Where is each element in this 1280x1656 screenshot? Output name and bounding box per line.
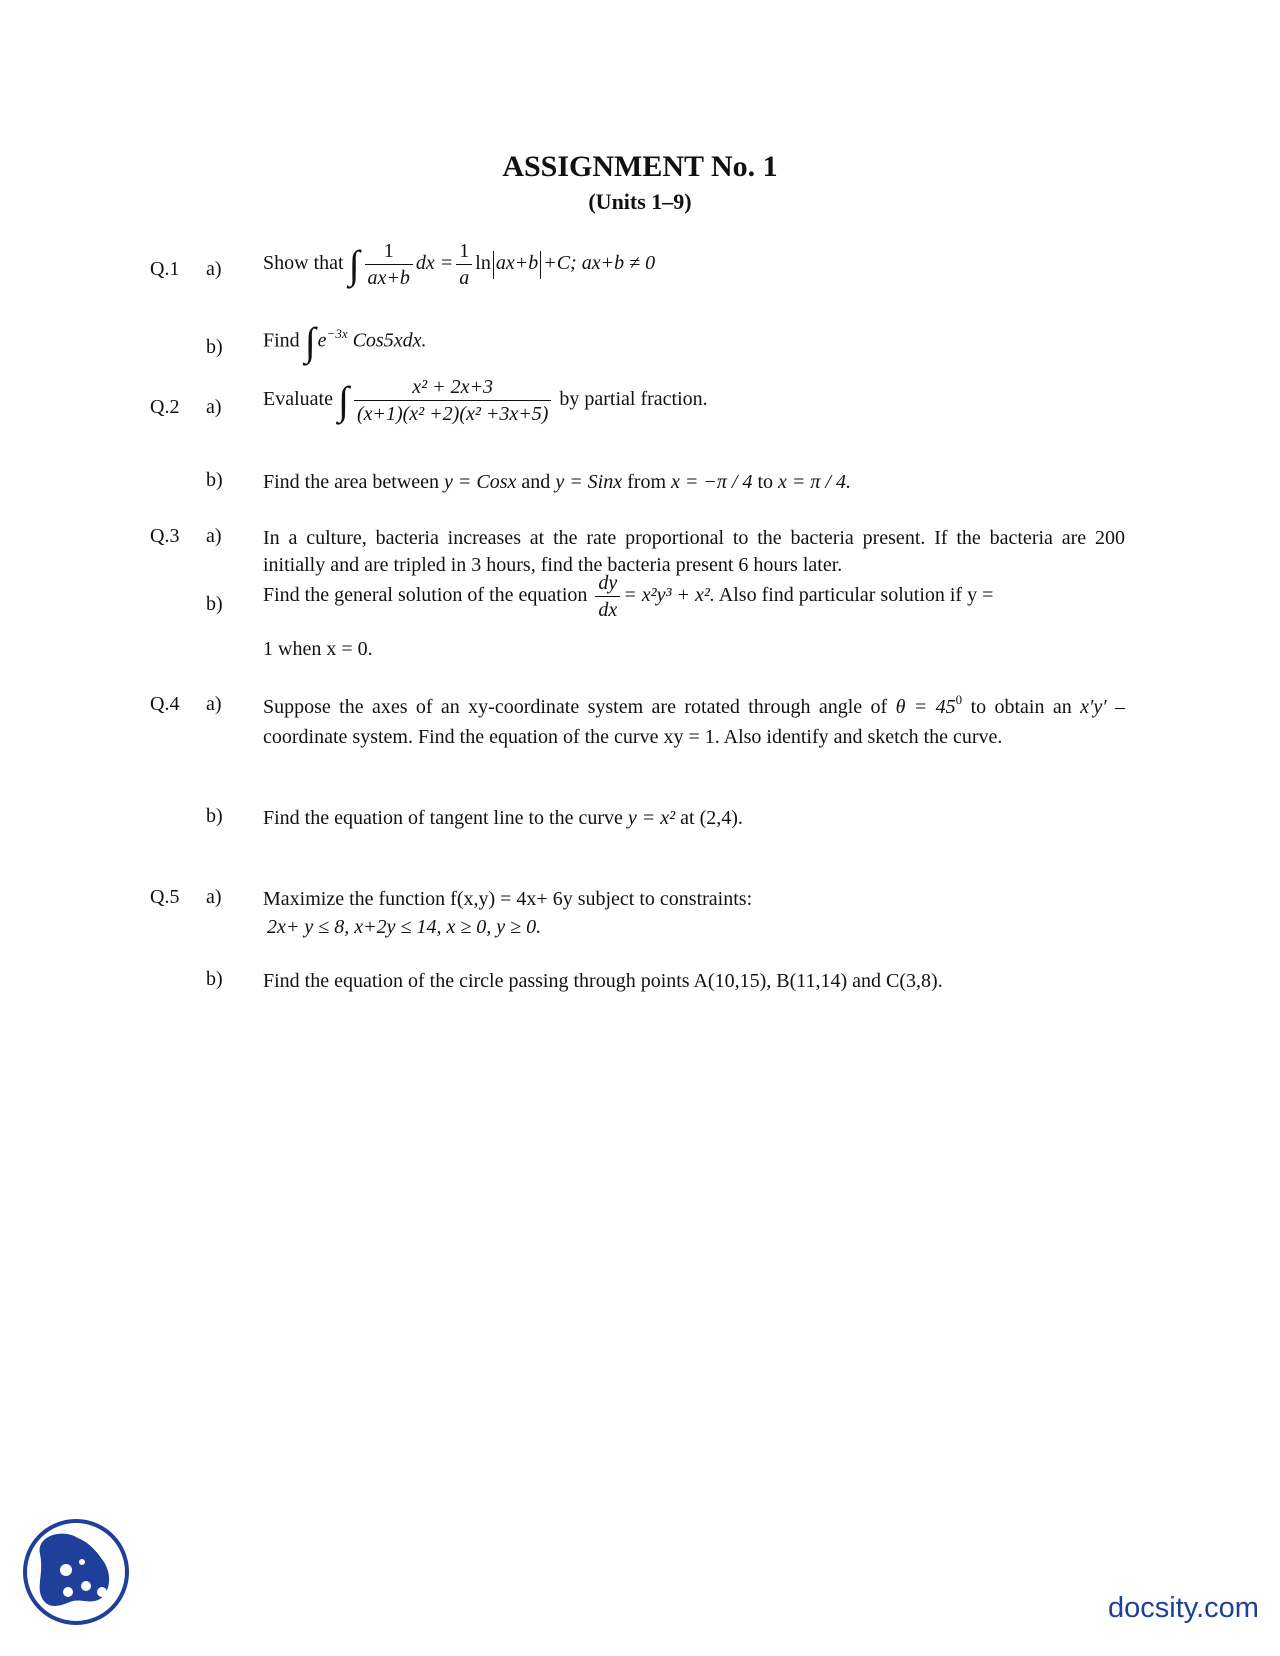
- q3b-fraction: $\frac{dy}{dx}$: [595, 570, 620, 623]
- q1a-fraction-2: $\frac{1}{a}$: [456, 238, 472, 291]
- document-subtitle: (Units 1–9): [588, 189, 692, 214]
- q5a-label: a): [206, 886, 222, 908]
- q2b-label: b): [206, 469, 223, 491]
- q5a-line1: Maximize the function f(x,y) = 4x+ 6y subject to constraints:: [263, 888, 753, 910]
- q3a-label: a): [206, 525, 222, 547]
- q5b-text: Find the equation of the circle passing through points A(10,15), B(11,14) and C(3,8).: [263, 970, 943, 992]
- integral-sign: ∫: [337, 377, 349, 423]
- q1b-text: Find ∫ $e^{-3x}$ Cos5xdx.: [263, 319, 427, 364]
- integral-sign: ∫: [348, 241, 360, 287]
- q3a-text: In a culture, bacteria increases at the rate proportional to the bacteria present. If the bacteria are 200 initially and are tripled in 3 hours, find the bacteria present 6 hours later.: [263, 527, 1125, 576]
- document-title: ASSIGNMENT No. 1: [502, 150, 778, 183]
- q2a-fraction: $\frac{\text{x² + 2x+3}}{\text{(x+1)(x² +2)(x² +3x+5)}}$: [354, 374, 551, 427]
- q1-number: Q.1: [150, 258, 180, 280]
- q1a-dx: dx =: [415, 252, 454, 275]
- docsity-brand[interactable]: docsity.com: [1108, 1592, 1259, 1624]
- q2a-text: Evaluate ∫ $\frac{\text{x² + 2x+3}}{\text{(x+1)(x² +2)(x² +3x+5)}}$ by partial fraction.: [263, 376, 708, 425]
- q3-number: Q.3: [150, 525, 180, 547]
- q2-number: Q.2: [150, 396, 180, 418]
- q5b-label: b): [206, 968, 223, 990]
- docsity-logo-icon: [22, 1518, 130, 1626]
- q2b-text: Find the area between y = Cosx and y = Sinx from x = −π / 4 to x = π / 4.: [263, 471, 851, 493]
- q1a-lead: Show that: [263, 252, 344, 275]
- q1a-ln: ln: [475, 252, 491, 275]
- q1b-label: b): [206, 336, 223, 358]
- q3b-text: Find the general solution of the equation $\frac{dy}{dx}$ = x²y³ + x². Also find particular solution if y =: [263, 572, 994, 621]
- q4-number: Q.4: [150, 693, 180, 715]
- q2a-label: a): [206, 396, 222, 418]
- q1a-text: [263, 238, 1125, 291]
- q1a-tail: +C; ax+b ≠ 0: [543, 252, 656, 275]
- q1a-abs-inner: ax+b: [495, 252, 539, 275]
- q4b-text: Find the equation of tangent line to the curve y = x² at (2,4).: [263, 807, 743, 829]
- q4b-label: b): [206, 805, 223, 827]
- q5a-line2: 2x+ y ≤ 8, x+2y ≤ 14, x ≥ 0, y ≥ 0.: [267, 916, 542, 938]
- q4a-label: a): [206, 693, 222, 715]
- q3b-line2: 1 when x = 0.: [263, 638, 373, 660]
- integral-sign: ∫: [304, 319, 316, 364]
- docsity-logo-svg: [22, 1518, 130, 1626]
- q5-number: Q.5: [150, 886, 180, 908]
- q1a-fraction-1: $\frac{1}{ax+b}$: [365, 238, 413, 291]
- q4a-text: Suppose the axes of an xy-coordinate system are rotated through angle of $\theta = 45^0$ to obtain an x′y′ – coordinate system. Find the equation of the curve xy = 1. Also identify and sketch the curve.: [263, 692, 1126, 748]
- q1a-label: a): [206, 258, 222, 280]
- q3b-label: b): [206, 593, 223, 615]
